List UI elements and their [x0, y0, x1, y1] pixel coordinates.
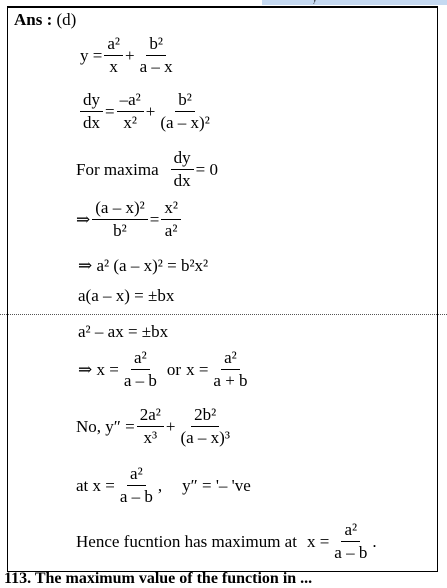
equation-line-11 — [76, 520, 377, 563]
eq8-frac2: $\frac{\text{a²}}{a + b}$ — [213, 348, 248, 390]
equation-line-5: ⇒ a² (a – x)² = b²x² — [78, 256, 209, 275]
eq3-derivative: $\frac{dy}{dx}$ — [171, 148, 194, 191]
eq4-equals: = — [149, 209, 160, 229]
page-break-line — [0, 314, 447, 315]
eq9-frac2: $\frac{\text{2b²}}{\text{(a – x)³}}$ — [180, 405, 230, 447]
eq2-derivative: $\frac{dy}{dx}$ — [80, 90, 103, 133]
equation-line-9 — [76, 405, 235, 448]
equation-line-6: a(a – x) = ±bx — [78, 286, 175, 305]
eq8-arrow: ⇒ x = — [78, 359, 119, 379]
eq4-frac2: $\frac{\text{x²}}{\text{a²}}$ — [161, 198, 181, 241]
equation-line-1 — [80, 34, 178, 77]
eq4-arrow: ⇒ — [76, 209, 91, 229]
eq1-plus: + — [125, 45, 135, 65]
eq9-frac1: $\frac{\text{2a²}}{\text{x³}}$ — [137, 405, 164, 448]
eq11-text: Hence fucntion has maximum at — [76, 531, 297, 551]
eq3-text: For maxima — [76, 159, 159, 179]
equation-line-4 — [76, 198, 183, 241]
eq11-frac: $\frac{\text{a²}}{a - b}$ — [334, 520, 368, 562]
eq1-frac1: $\frac{\text{a²}}{x}$ — [104, 34, 123, 77]
equation-line-2 — [78, 90, 215, 133]
answer-option: (d) — [56, 10, 77, 29]
eq2-frac1: $\frac{\text{–a²}}{\text{x²}}$ — [117, 90, 144, 133]
header-fragment: y — [313, 0, 317, 4]
eq3-rhs: = 0 — [195, 159, 218, 179]
eq10-frac: $\frac{\text{a²}}{a - b}$ — [119, 464, 153, 506]
next-question-fragment: 113. The maximum value of the function in ... — [4, 570, 313, 587]
equation-line-8 — [78, 348, 253, 391]
equation-line-10 — [76, 464, 251, 507]
eq2-equals: = — [105, 101, 115, 121]
eq9-plus: + — [165, 416, 176, 436]
eq2-plus: + — [145, 101, 156, 121]
eq4-frac1: $\frac{\text{(a – x)²}}{\text{b²}}$ — [92, 198, 147, 241]
eq10-post: y″ = '– 've — [182, 475, 251, 495]
eq10-comma: , — [157, 475, 163, 495]
answer-label: Ans : — [14, 10, 53, 29]
equation-line-3 — [76, 148, 218, 191]
answer-heading — [14, 10, 76, 30]
equation-line-7: a² – ax = ±bx — [78, 322, 169, 341]
eq11-dot: . — [372, 531, 377, 551]
eq9-pre: No, y″ = — [76, 416, 135, 436]
header-strip — [262, 0, 447, 5]
eq8-x2: x = — [186, 359, 209, 379]
eq8-frac1: $\frac{\text{a²}}{a - b}$ — [123, 348, 157, 390]
eq10-pre: at x = — [76, 475, 115, 495]
eq2-frac2: $\frac{\text{b²}}{\text{(a – x)²}}$ — [160, 90, 210, 132]
eq1-lhs: y = — [80, 45, 103, 65]
eq8-or: or — [166, 359, 182, 379]
eq11-x: x = — [306, 531, 330, 551]
eq1-frac2: $\frac{\text{b²}}{a - x}$ — [139, 34, 173, 76]
